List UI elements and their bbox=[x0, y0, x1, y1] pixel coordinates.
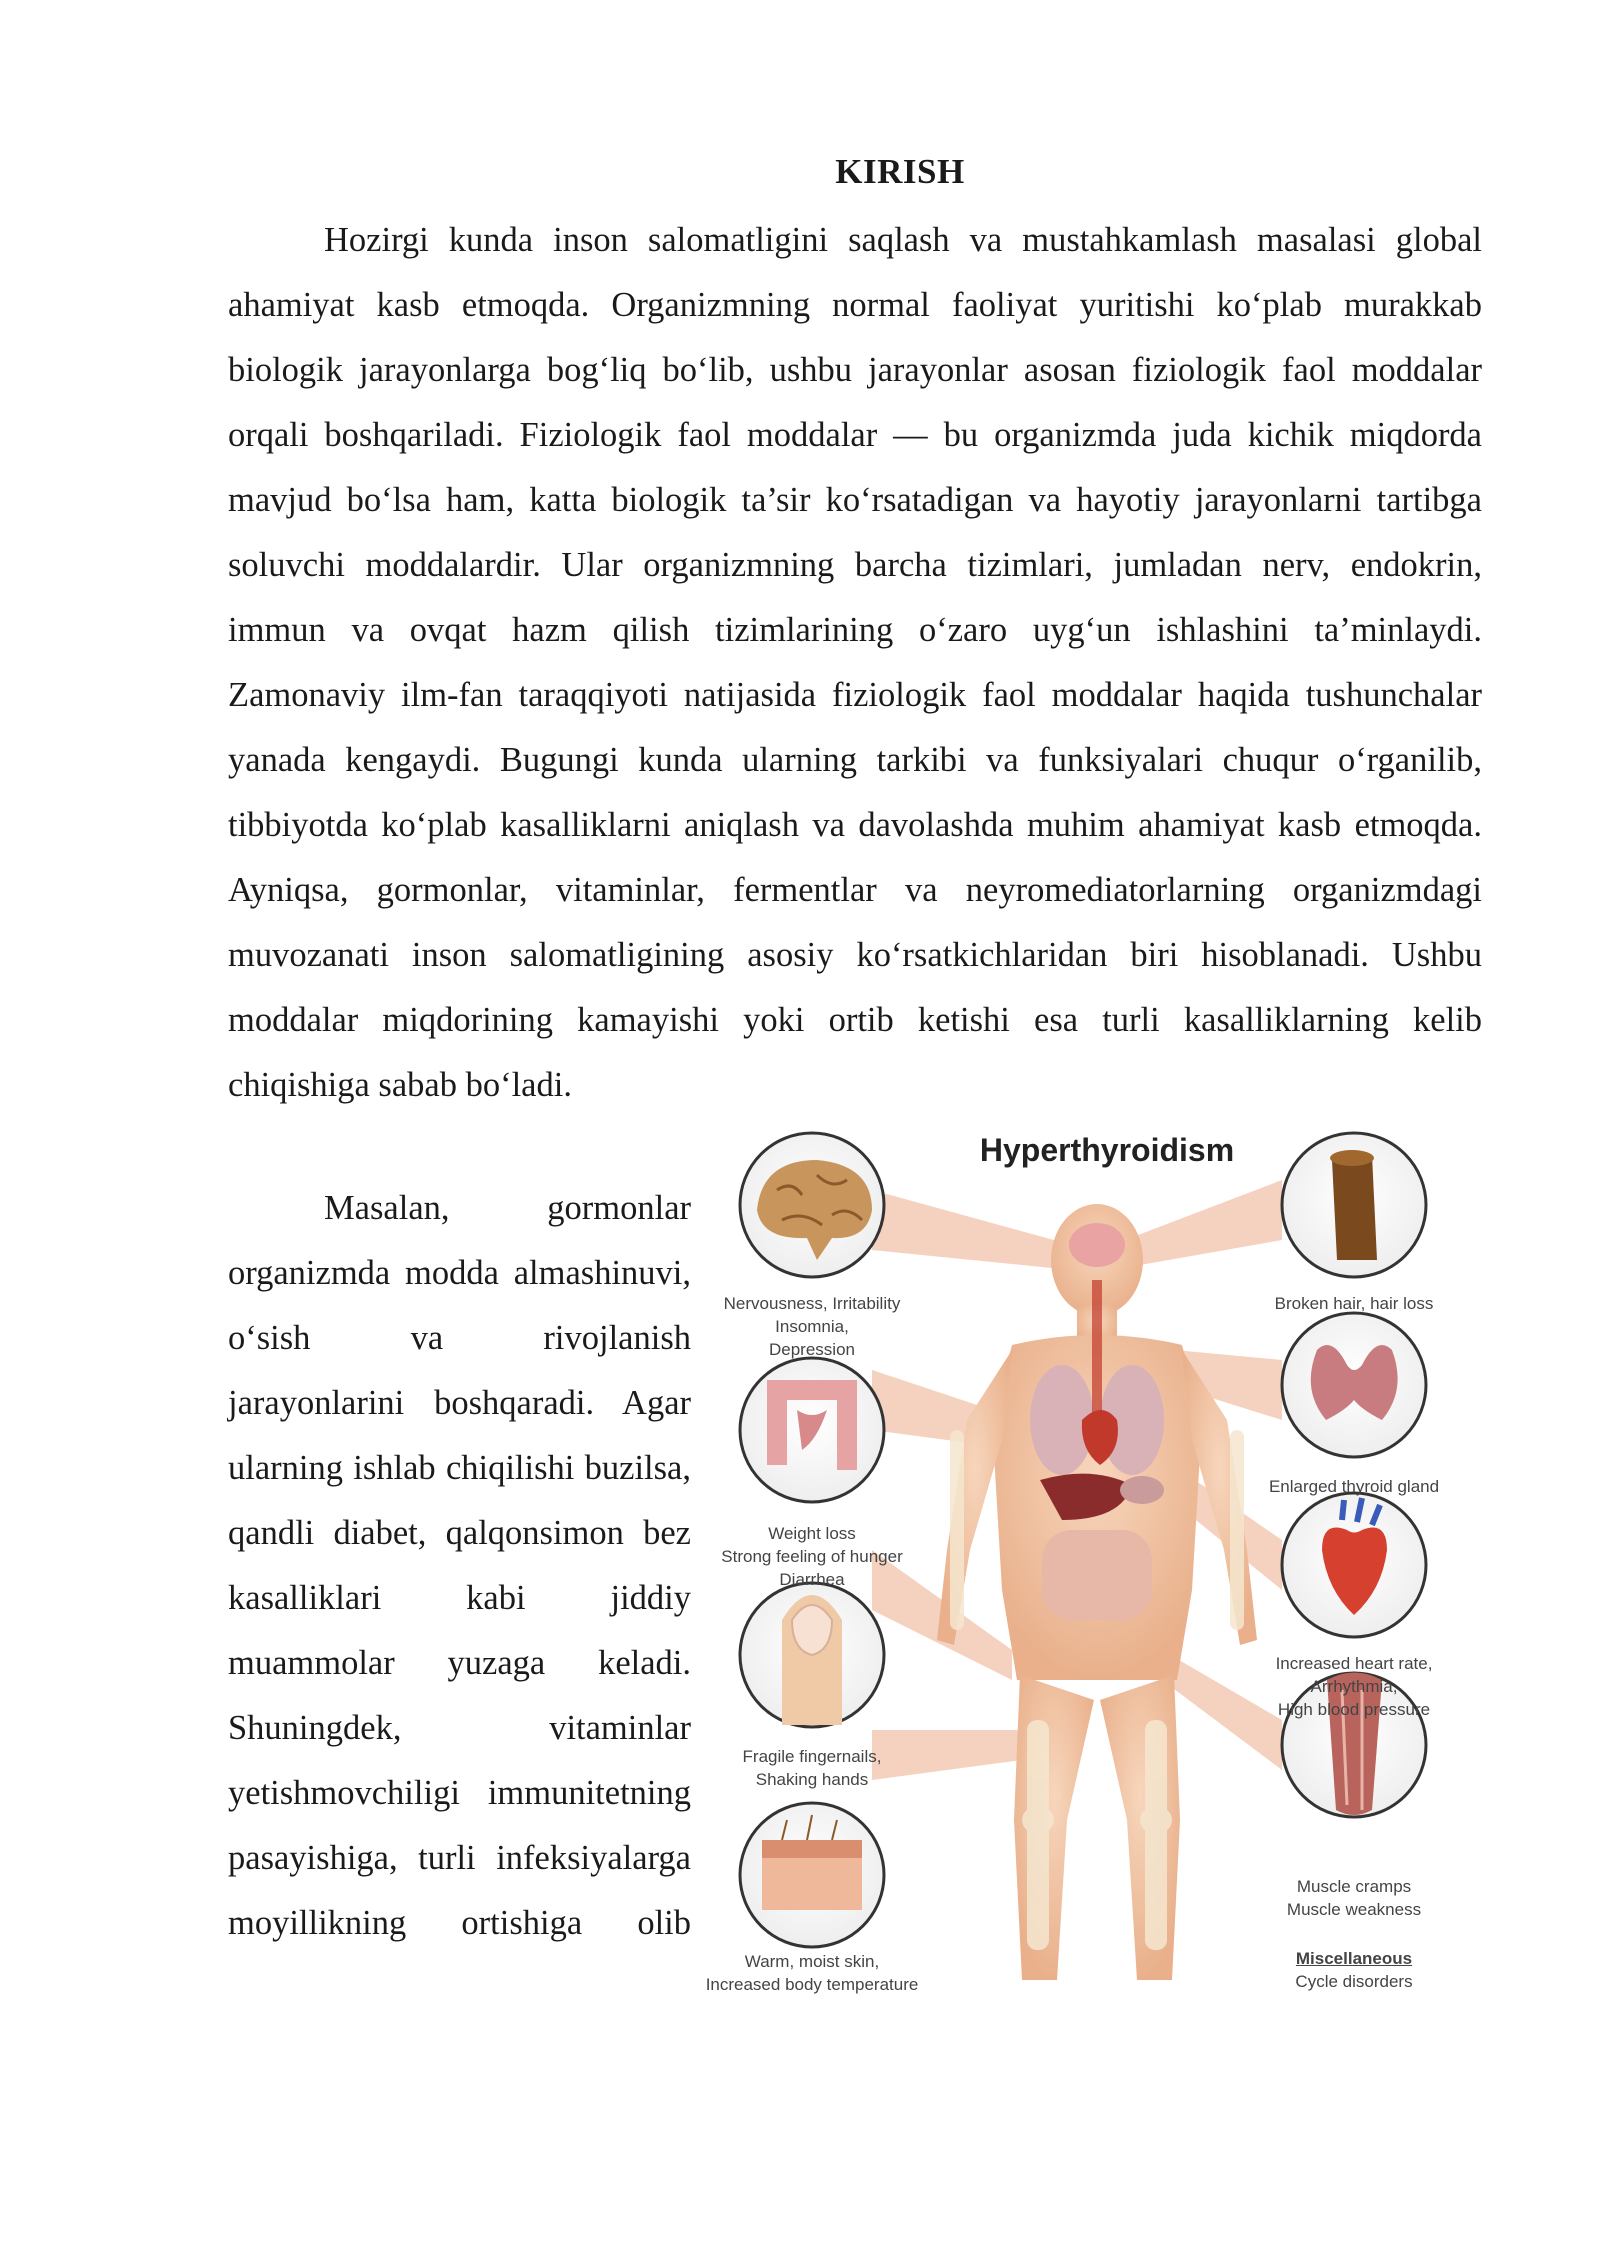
intro-paragraph bbox=[228, 208, 1482, 1118]
figure-title: Hyperthyroidism bbox=[979, 1132, 1235, 1168]
caption-brain: Nervousness, Irritability Insomnia, Depression bbox=[723, 1294, 901, 1359]
thyroid-circle bbox=[1282, 1313, 1426, 1457]
intestine-circle bbox=[740, 1358, 884, 1502]
page-title: KIRISH bbox=[835, 152, 965, 191]
skin-circle bbox=[740, 1803, 884, 1947]
finger-circle bbox=[740, 1583, 884, 1727]
side-paragraph-text: Masalan, gormonlar organizmda modda almashinuvi, o‘sish va rivojlanish jarayonlarini boshqaradi. Agar ularning ishlab chiqilishi buzilsa, qandli diabet, qalqonsimon bez kasalliklari kabi jiddiy muammolar yuzaga keladi. Shuningdek, vitaminlar yetishmovchiligi immunitetning pasayishiga, turli infeksiyalarga moyillikning ortishiga olib bbox=[228, 1189, 691, 1942]
caption-misc-title: Miscellaneous bbox=[1295, 1949, 1413, 1968]
intro-paragraph-text: Hozirgi kunda inson salomatligini saqlash va mustahkamlash masalasi global ahamiyat kasb etmoqda. Organizmning normal faoliyat yuritishi ko‘plab murakkab biologik jarayonlarga bog‘liq bo‘lib, ushbu jarayonlar asosan fiziologik faol moddalar orqali boshqariladi. Fiziologik faol moddalar — bu organizmda juda kichik miqdorda mavjud bo‘lsa ham, katta biologik ta’sir ko‘rsatadigan va hayotiy jarayonlarni tartibga soluvchi moddalardir. Ular organizmning barcha tizimlari, jumladan nerv, endokrin, immun va ovqat hazm qilish tizimlarining o‘zaro uyg‘un ishlashini ta’minlaydi. Zamonaviy ilm-fan taraqqiyoti natijasida fiziologik faol moddalar haqida tushunchalar yanada kengaydi. Bugungi kunda ularning tarkibi va funksiyalari chuqur o‘rganilib, tibbiyotda ko‘plab kasalliklarni aniqlash va davolashda muhim ahamiyat kasb etmoqda. Ayniqsa, gormonlar, vitaminlar, fermentlar va neyromediatorlarning organizmdagi muvozanati inson salomatligining asosiy ko‘rsatkichlaridan biri hisoblanadi. Ushbu moddalar miqdorining kamayishi yoki ortib ketishi esa turli kasalliklarning kelib chiqishiga sabab bo‘ladi. bbox=[228, 221, 1482, 1104]
organs bbox=[1030, 1223, 1164, 1620]
side-paragraph bbox=[228, 1176, 691, 1956]
heart-circle bbox=[1282, 1493, 1426, 1637]
caption-hair: Broken hair, hair loss bbox=[1274, 1294, 1434, 1313]
hyperthyroidism-figure bbox=[705, 1120, 1466, 2020]
caption-misc: Cycle disorders bbox=[1295, 1972, 1413, 1991]
caption-skin: Warm, moist skin, Increased body temperature bbox=[705, 1952, 919, 1994]
caption-intestine: Weight loss Strong feeling of hunger Diarrhea bbox=[721, 1524, 903, 1589]
caption-muscle: Muscle cramps Muscle weakness bbox=[1286, 1877, 1422, 1919]
caption-thyroid: Enlarged thyroid gland bbox=[1268, 1477, 1440, 1496]
caption-heart: Increased heart rate, Arrhythmia, High blood pressure bbox=[1275, 1654, 1433, 1719]
caption-finger: Fragile fingernails, Shaking hands bbox=[742, 1747, 882, 1789]
